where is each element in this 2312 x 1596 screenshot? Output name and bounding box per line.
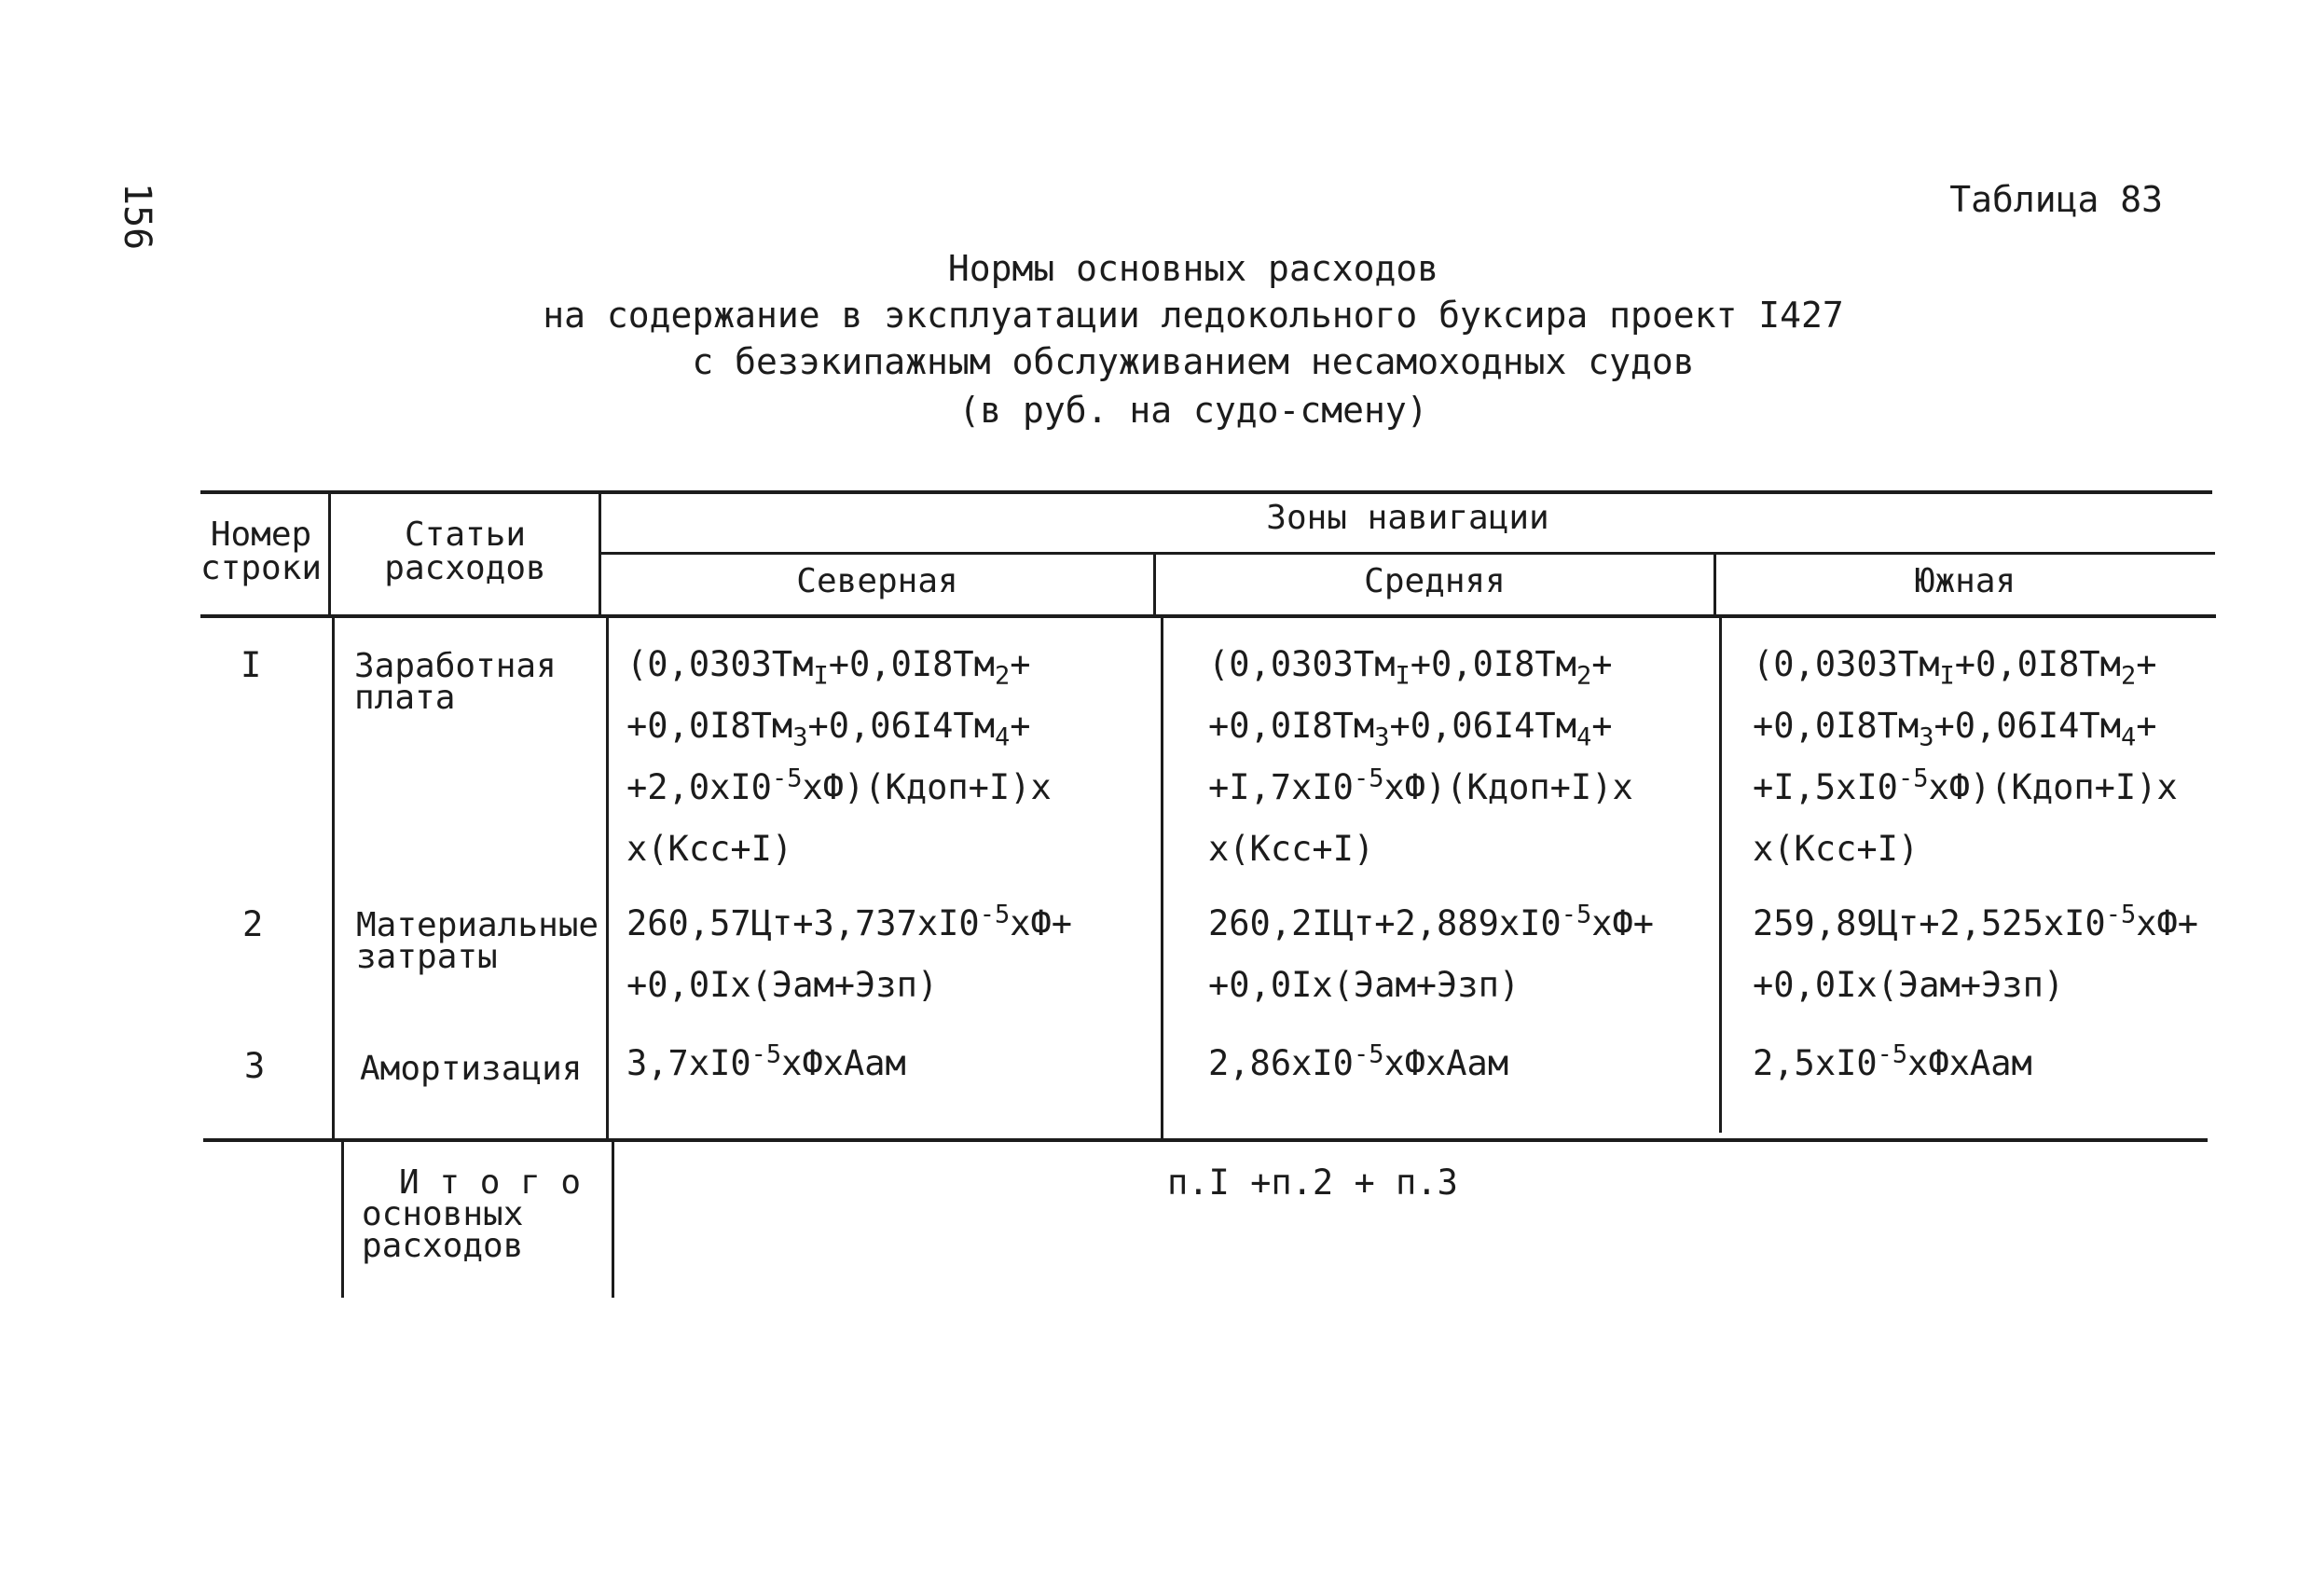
row-1-middle-formula: ($0,0303Тм_I+0,0I8Тм_2+$ $+0,0I8Тм_3+0,06I4Тм_4+$ $+I,7хI0^{-5}хФ)(Кдоп+I)х$ х(Ксс+I): [1208, 644, 1633, 869]
row-2-number: 2: [242, 904, 264, 944]
header-expense-items: Статьи расходов: [384, 516, 546, 587]
header-zone-south: Южная: [1914, 562, 2016, 600]
total-label: И т о г о основных расходов: [362, 1163, 582, 1265]
row-1-north-formula: ($0,0303Тм_I+0,0I8Тм_2+$ $+0,0I8Тм_3+0,06I4Тм_4+$ $+2,0хI0^{-5}хФ)(Кдоп+I)х$ х(Ксс+I): [626, 644, 1052, 869]
row-1-item: Заработная плата: [354, 647, 557, 717]
row-3-number: 3: [244, 1046, 266, 1086]
row-3-item: Амортизация: [360, 1050, 583, 1088]
row-1-south-formula: ($0,0303Тм_I+0,0I8Тм_2+$ $+0,0I8Тм_3+0,06I4Тм_4+$ $+I,5хI0^{-5}хФ)(Кдоп+I)х$ х(Ксс+I): [1753, 644, 2178, 869]
table-title-line-3: с безэкипажным обслуживанием несамоходных судов: [692, 341, 1695, 382]
row-3-north-formula: $3,7хI0^{-5}хФхАам$: [626, 1039, 906, 1083]
table-title-line-2: на содержание в эксплуатации ледокольного буксира проект I427: [543, 295, 1844, 336]
header-navigation-zones: Зоны навигации: [1266, 499, 1549, 537]
header-row-number: Номер строки: [200, 516, 323, 587]
row-2-item: Материальные затраты: [356, 906, 599, 976]
header-zone-middle: Средняя: [1364, 562, 1506, 600]
header-zone-north: Северная: [796, 562, 958, 600]
row-1-number: I: [241, 645, 262, 685]
row-2-middle-formula: $260,2IЦт+2,889хI0^{-5}хФ+$ +0,0Iх(Эам+Эзп): [1208, 900, 1655, 1005]
table-title-line-4: (в руб. на судо-смену): [958, 390, 1428, 431]
row-3-south-formula: $2,5хI0^{-5}хФхАам$: [1753, 1039, 2032, 1083]
page-number: 156: [116, 183, 158, 251]
total-value: п.I +п.2 + п.3: [1167, 1163, 1458, 1203]
table-title-line-1: Нормы основных расходов: [947, 248, 1439, 289]
row-3-middle-formula: $2,86хI0^{-5}хФхАам$: [1208, 1039, 1509, 1083]
row-2-north-formula: $260,57Цт+3,737хI0^{-5}хФ+$ +0,0Iх(Эам+Эзп): [626, 900, 1073, 1005]
table-label: Таблица 83: [1949, 179, 2163, 220]
row-2-south-formula: $259,89Цт+2,525хI0^{-5}хФ+$ +0,0Iх(Эам+Эзп): [1753, 900, 2199, 1005]
